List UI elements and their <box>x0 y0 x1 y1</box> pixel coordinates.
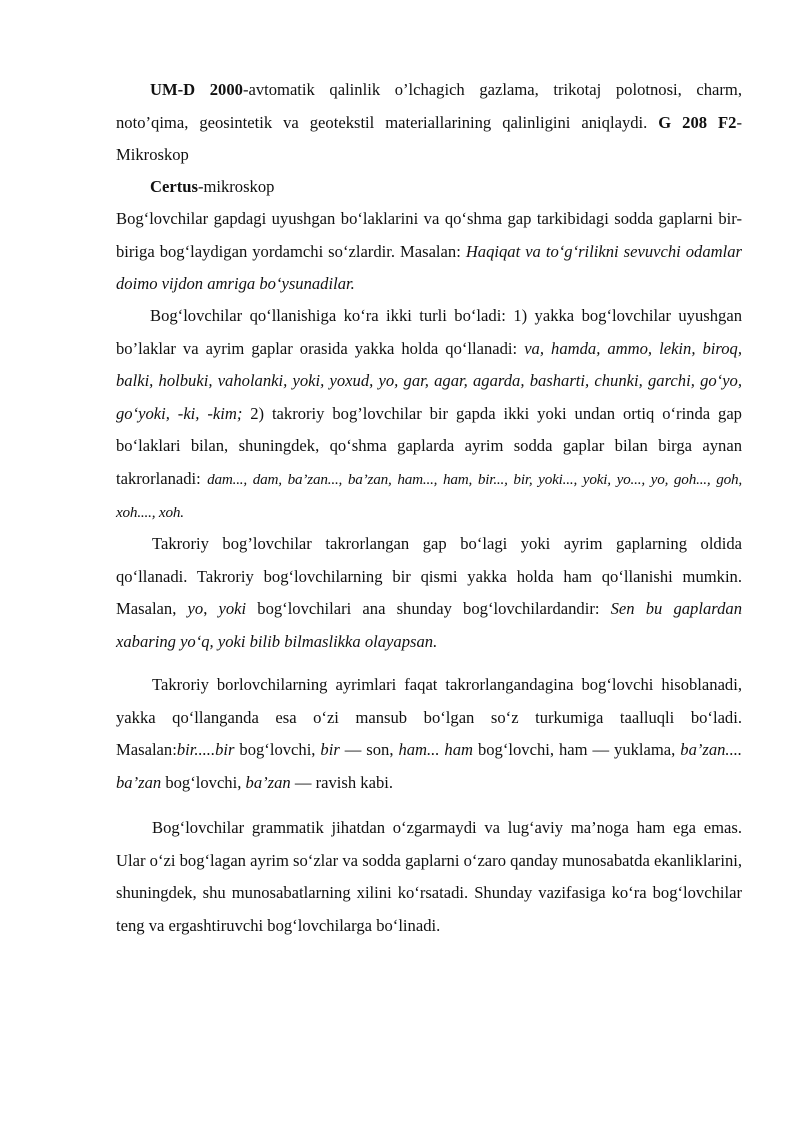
grammar-text: Bog‘lovchilar grammatik jihatdan o‘zgarmaydi va lug‘aviy ma’noga ham ega emas. Ular o‘zi bog‘lagan ayrim so‘zlar va sodda gaplarni o‘zaro qanday munosabatda ekanliklarini, shuningdek, shu munosabatlarning xilini ko‘rsatadi. Shunday vazifasiga ko‘ra bog‘lovchilar teng va ergashtiruvchi bog‘lovchilarga bo‘linadi. <box>116 818 742 935</box>
example-ham-ham: ham... ham <box>398 740 474 759</box>
paragraph-equipment-um-d <box>116 74 742 172</box>
model-name-um-d: UM-D 2000 <box>150 80 243 99</box>
separator-text: , <box>203 599 219 618</box>
example-bazan: ba’zan <box>245 772 291 792</box>
exceptions-text-6: — ravish kabi. <box>290 772 393 792</box>
exceptions-text-5: bog‘lovchi, <box>161 772 246 792</box>
example-word-yoki: yoki <box>218 599 247 618</box>
example-word-yo: yo <box>187 599 204 618</box>
exceptions-text-4: bog‘lovchi, ham — yuklama, <box>473 740 681 759</box>
example-bir-bir: bir.....bir <box>176 740 235 759</box>
types-text-1: Bog‘lovchilar qo‘llanishiga ko‘ra ikki turli bo‘ladi: 1) yakka bog‘lovchilar uyushgan bo’laklar va ayrim gaplar orasida yakka holda qo‘llanadi: <box>116 306 742 358</box>
equipment-description: -avtomatik qalinlik o’lchagich gazlama, trikotaj polotnosi, charm, noto’qima, geosintetik va geotekstil materiallarining qalinligini aniqlaydi. <box>116 80 742 132</box>
single-conjunctions-list: va, hamda, ammo, lekin, biroq, balki, holbuki, vaholanki, yoki, yoxud, yo, gar, agar, agarda, basharti, chunki, garchi, go‘yo, go‘yoki, -ki, -kim; <box>116 338 742 423</box>
example-bir: bir <box>320 740 340 759</box>
example-bazan-bazan: ba’zan.... ba’zan <box>116 740 743 792</box>
example-sentence: Haqiqat va to‘g‘rilikni sevuvchi odamlar doimo vijdon amriga bo‘ysunadilar. <box>116 241 742 293</box>
paragraph-equipment-certus <box>116 171 742 204</box>
equipment-type-microscope: -Mikroskop <box>116 112 742 164</box>
model-name-g208: G 208 F2 <box>658 112 737 132</box>
repeated-conjunctions-list: dam..., dam, ba’zan..., ba’zan, ham..., ham, bir..., bir, yoki..., yoki, yo..., yo, goh..., goh, xoh...., xoh. <box>116 470 742 521</box>
repeated-text-2: bog‘lovchilari ana shunday bog‘lovchilardandir: <box>246 599 611 618</box>
example-sentence-2: Sen bu gaplardan xabaring yo‘q, yoki bilib bilmaslikka olayapsan. <box>116 599 742 651</box>
exceptions-text-3: — son, <box>339 740 399 759</box>
paragraph-types <box>116 300 742 530</box>
types-text-2: 2) takroriy bog’lovchilar bir gapda ikki yoki undan ortiq o‘rinda gap bo‘laklari bilan, shuningdek, qo‘shma gaplarda ayrim sodda gaplar bilan birga aynan takrorlanadi: <box>116 403 742 488</box>
exceptions-text-2: bog‘lovchi, <box>234 740 321 759</box>
equipment-type-microscope-2: -mikroskop <box>197 177 275 196</box>
exceptions-text-1: Takroriy borlovchilarning ayrimlari faqat takrorlangandagina bog‘lovchi hisoblanadi, yakka qo‘llanganda esa o‘zi mansub bo‘lgan so‘z turkumiga taalluqli bo‘ladi. Masalan: <box>116 675 742 759</box>
paragraph-grammar <box>116 812 742 942</box>
paragraph-repeated <box>116 528 742 658</box>
repeated-text-1: Takroriy bog’lovchilar takrorlangan gap bo‘lagi yoki ayrim gaplarning oldida qo‘llanadi. Takroriy bog‘lovchilarning bir qismi yakka holda ham qo‘llanishi mumkin. Masalan, <box>116 534 742 618</box>
definition-text: Bog‘lovchilar gapdagi uyushgan bo‘laklarini va qo‘shma gap tarkibidagi sodda gaplarni bir-biriga bog‘laydigan yordamchi so‘zlardir. Masalan: <box>116 209 742 261</box>
model-name-certus: Certus <box>150 177 198 196</box>
paragraph-exceptions <box>116 669 742 799</box>
paragraph-definition <box>116 203 742 301</box>
